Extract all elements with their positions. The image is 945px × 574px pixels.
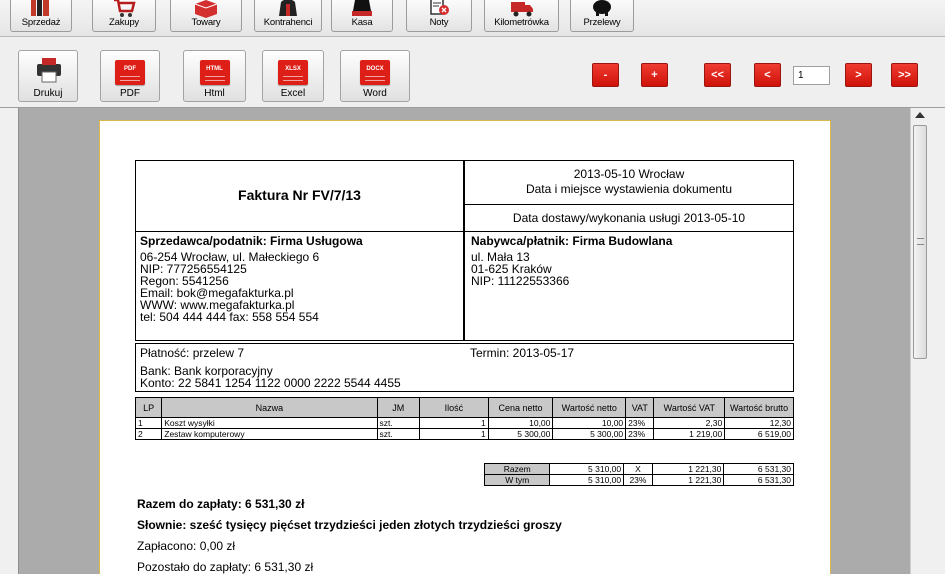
col-header: VAT [626,398,654,418]
truck-icon [507,0,537,18]
delivery-date-box [464,205,794,232]
summary-net: 5 310,00 [550,475,624,486]
table-row [136,429,794,440]
nav-label: Sprzedaż [21,17,61,28]
nav-zakupy-button[interactable] [92,0,156,32]
issue-date-place: 2013-05-10 Wrocław [573,167,685,181]
seller-www: WWW: www.megafakturka.pl [140,298,295,312]
cell-vat: 23% [626,418,654,429]
col-header: Nazwa [162,398,377,418]
summary-label: W tym [485,475,550,486]
nav-sprzedaz-button[interactable] [10,0,72,32]
nav-label: Zakupy [109,17,139,28]
seller-address: 06-254 Wrocław, ul. Małeckiego 6 [140,250,320,264]
cell-net-value: 10,00 [553,418,626,429]
cell-qty: 1 [419,429,488,440]
prev-page-button[interactable]: < [754,63,781,87]
export-word-button[interactable] [340,50,410,102]
seller-phone: tel: 504 444 444 fax: 558 554 554 [140,310,319,324]
html-label: Html [204,88,225,99]
summary-gross: 6 531,30 [724,464,794,475]
cell-unit: szt. [377,418,419,429]
export-html-button[interactable] [183,50,246,102]
export-excel-button[interactable] [262,50,324,102]
seller-regon: Regon: 5541256 [140,274,229,288]
seller-email: Email: bok@megafakturka.pl [140,286,294,300]
nav-label: Towary [191,17,221,28]
buyer-city: 01-625 Kraków [471,262,552,276]
table-header-row [136,398,794,418]
scrollbar-thumb[interactable] [913,125,927,359]
nav-kontrahenci-button[interactable] [254,0,322,32]
issue-date-caption: Data i miejsce wystawienia dokumentu [525,182,733,196]
summary-vat-rate: 23% [624,475,653,486]
page-number-input[interactable] [793,66,830,85]
items-table [135,397,794,440]
amount-paid: Zapłacono: 0,00 zł [137,539,236,553]
zoom-in-button[interactable]: + [641,63,668,87]
seller-header: Sprzedawca/podatnik: Firma Usługowa [140,234,363,248]
payment-due: Termin: 2013-05-17 [470,346,575,360]
cell-lp: 2 [136,429,162,440]
cart-icon [111,0,137,18]
cell-gross-value: 6 519,00 [725,429,794,440]
buyer-box [464,232,794,341]
nav-towary-button[interactable] [170,0,242,32]
cell-vat: 23% [626,429,654,440]
nav-kasa-button[interactable] [331,0,393,32]
pdf-file-icon: PDF [115,60,145,85]
box-icon [191,0,221,18]
total-in-words: Słownie: sześć tysięcy pięćset trzydzieści jeden złotych trzydzieści groszy [137,518,562,532]
next-page-button[interactable]: > [845,63,872,87]
nav-label: Kasa [351,17,373,28]
cell-unit: szt. [377,429,419,440]
seller-nip: NIP: 777256554125 [140,262,247,276]
nav-przelewy-button[interactable] [570,0,634,32]
cash-register-icon [349,0,375,18]
col-header: LP [136,398,162,418]
summary-gross: 6 531,30 [724,475,794,486]
pdf-label: PDF [120,88,140,99]
cell-net-price: 5 300,00 [488,429,553,440]
invoice-title: Faktura Nr FV/7/13 [238,187,361,203]
nav-label: Noty [429,17,449,28]
cell-lp: 1 [136,418,162,429]
cell-vat-value: 2,30 [654,418,725,429]
bank-account: Konto: 22 5841 1254 1122 0000 2222 5544 4455 [140,376,401,390]
contacts-icon [275,0,301,18]
nav-kilometrowka-button[interactable] [484,0,559,32]
table-row [136,418,794,429]
nav-label: Kilometrówka [494,17,549,28]
nav-noty-button[interactable] [406,0,472,32]
nav-label: Przelewy [583,17,621,28]
summary-label: Razem [485,464,550,475]
cell-name: Zestaw komputerowy [162,429,377,440]
col-header: JM [377,398,419,418]
col-header: Wartość VAT [654,398,725,418]
buyer-nip: NIP: 11122553366 [471,274,570,288]
nav-label: Kontrahenci [263,17,313,28]
scroll-up-icon[interactable] [915,112,925,118]
total-due: Razem do zapłaty: 6 531,30 zł [137,497,305,511]
cell-qty: 1 [419,418,488,429]
summary-table [484,463,794,486]
note-error-icon [424,0,454,18]
document-viewer[interactable] [18,108,910,574]
word-label: Word [363,88,387,99]
xlsx-file-icon: XLSX [278,60,308,85]
buyer-street: ul. Mała 13 [471,250,530,264]
html-file-icon: HTML [200,60,230,85]
col-header: Wartość netto [553,398,626,418]
docx-file-icon: DOCX [360,60,390,85]
viewer-left-margin [0,108,18,574]
invoice-page [99,120,831,574]
books-icon [28,0,54,18]
bank-name: Bank: Bank korporacyjny [140,364,273,378]
delivery-date: Data dostawy/wykonania usługi 2013-05-10 [512,211,746,225]
summary-net: 5 310,00 [550,464,624,475]
excel-label: Excel [280,88,306,99]
col-header: Wartość brutto [725,398,794,418]
export-pdf-button[interactable] [100,50,160,102]
cell-net-value: 5 300,00 [553,429,626,440]
summary-vat: 1 221,30 [652,475,724,486]
payment-method: Płatność: przelew 7 [140,346,245,360]
issue-date-box [464,160,794,205]
payment-box [135,343,794,392]
summary-vat-rate: X [624,464,653,475]
viewer-right-margin [929,108,945,574]
cell-net-price: 10,00 [488,418,553,429]
vertical-scrollbar[interactable] [910,108,929,574]
buyer-header: Nabywca/płatnik: Firma Budowlana [471,234,673,248]
last-page-button[interactable]: >> [891,63,918,87]
print-button[interactable] [18,50,78,102]
col-header: Cena netto [488,398,553,418]
zoom-out-button[interactable]: - [592,63,619,87]
printer-icon [34,56,64,84]
print-label: Drukuj [33,88,63,99]
piggy-bank-icon [587,0,617,18]
cell-gross-value: 12,30 [725,418,794,429]
amount-remaining: Pozostało do zapłaty: 6 531,30 zł [137,560,314,574]
seller-box [135,232,464,341]
col-header: Ilość [419,398,488,418]
summary-row-total [485,464,794,475]
first-page-button[interactable]: << [704,63,731,87]
cell-name: Koszt wysyłki [162,418,377,429]
cell-vat-value: 1 219,00 [654,429,725,440]
summary-row-breakdown [485,475,794,486]
summary-vat: 1 221,30 [652,464,724,475]
main-navigation [0,0,945,37]
invoice-title-box [135,160,464,232]
